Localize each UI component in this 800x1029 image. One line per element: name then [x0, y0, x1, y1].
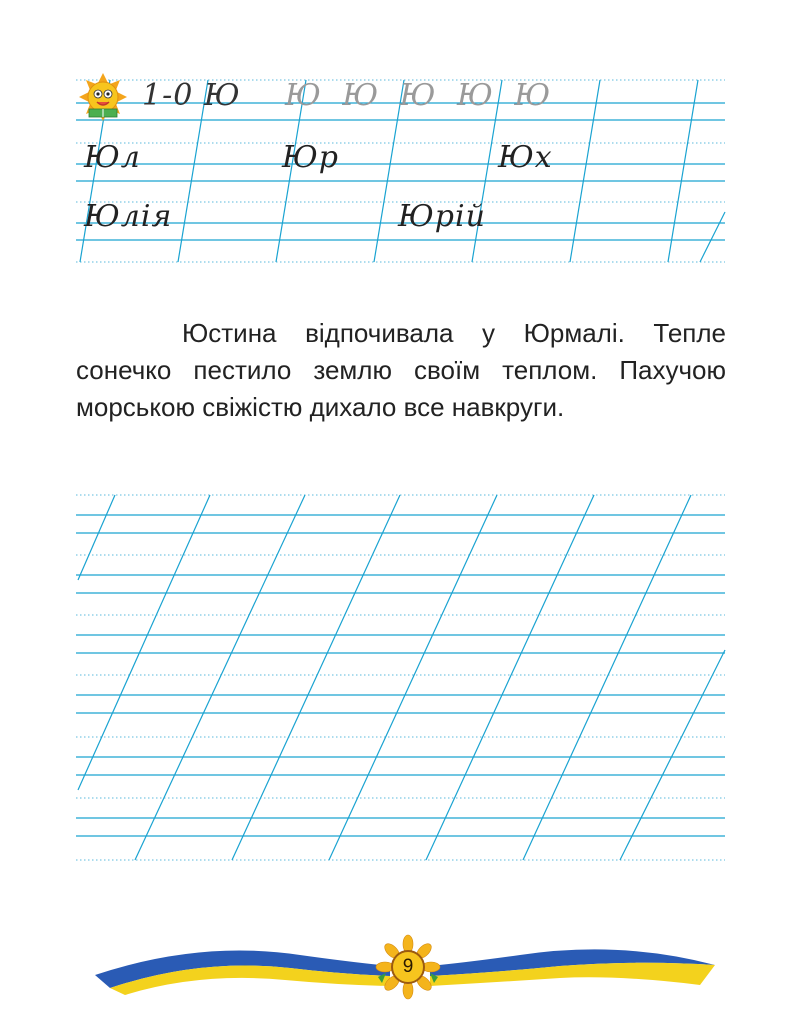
paragraph-line-2: сонечко пестило землю своїм теплом. Пахучою	[76, 355, 726, 385]
paragraph-line-3: морською свіжістю дихало все навкруги.	[76, 392, 565, 422]
paragraph-line-1: Юстина відпочивала у Юрмалі. Тепле	[182, 318, 726, 348]
page-number: 9	[391, 950, 425, 984]
row2-word-2: Юр	[282, 140, 340, 175]
row3-word-2: Юрій	[398, 199, 486, 234]
reading-paragraph	[76, 315, 726, 426]
row1-trace: Ю Ю Ю Ю Ю	[285, 78, 557, 113]
row2-word-1: Юл	[84, 140, 141, 175]
row1-pattern: 1-0 Ю	[142, 78, 241, 113]
bottom-ruling	[76, 495, 725, 860]
sun-mascot-icon	[79, 73, 127, 121]
row2-word-3: Юх	[498, 140, 553, 175]
row3-word-1: Юлія	[84, 199, 173, 234]
